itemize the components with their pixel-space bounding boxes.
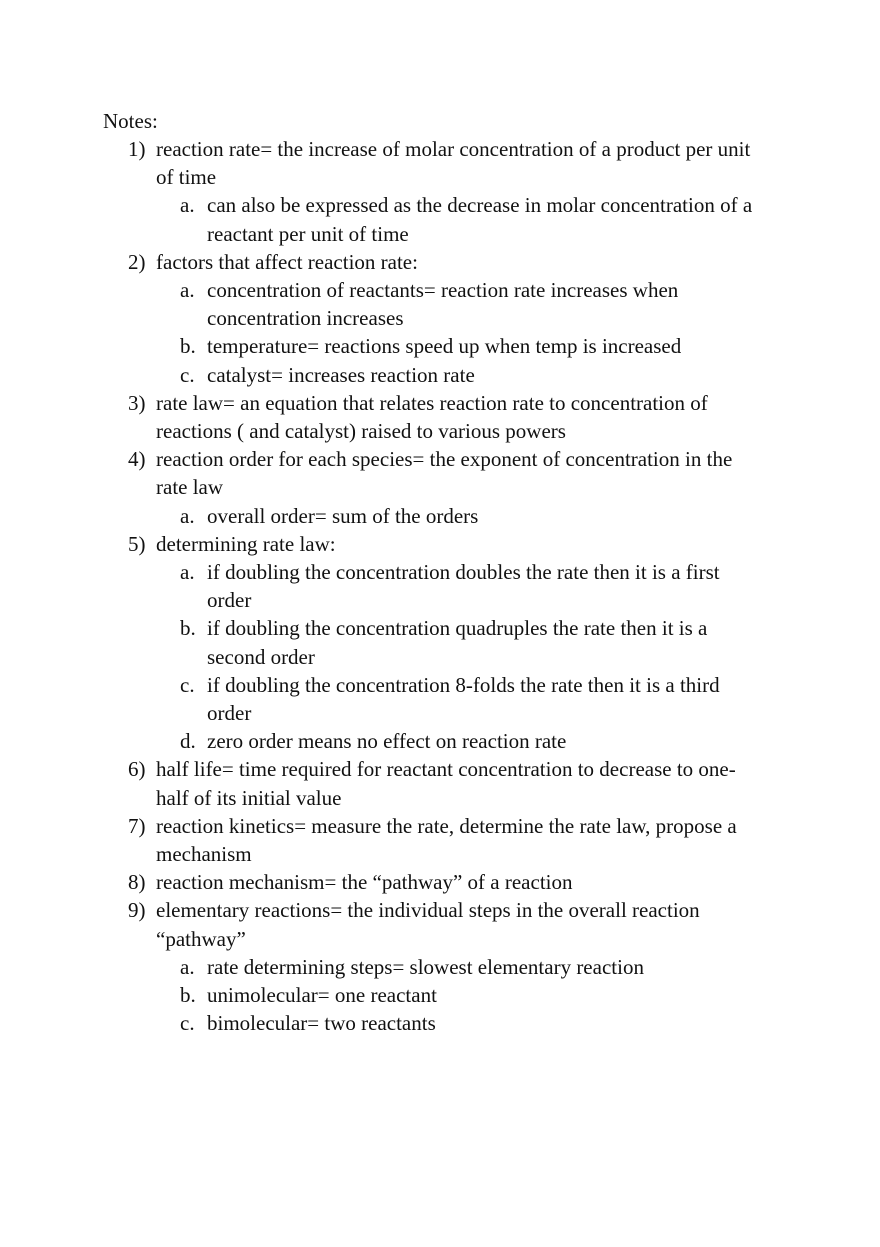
note-number: 3) [128, 390, 146, 415]
sub-item [180, 671, 758, 727]
note-item-8 [128, 868, 758, 896]
sub-text: can also be expressed as the decrease in molar concentration of a reactant per unit of time [207, 193, 753, 246]
note-number: 1) [128, 137, 146, 161]
note-text: reaction mechanism= the “pathway” of a reaction [156, 870, 573, 895]
sub-text: overall order= sum of the orders [207, 503, 479, 528]
note-text: factors that affect reaction rate: [156, 249, 418, 274]
note-item-7 [128, 812, 758, 868]
note-text: reaction order for each species= the exponent of concentration in the rate law [156, 447, 733, 500]
sub-item [180, 614, 758, 670]
sub-list [180, 191, 758, 247]
notes-heading: Notes: [103, 109, 158, 133]
sub-item [180, 332, 758, 360]
sub-text: catalyst= increases reaction rate [207, 362, 475, 387]
sub-item [180, 361, 758, 389]
note-text: determining rate law: [156, 531, 336, 556]
sub-letter: b. [180, 983, 196, 1008]
sub-letter: c. [180, 1011, 195, 1036]
sub-letter: d. [180, 729, 196, 754]
note-text: elementary reactions= the individual steps in the overall reaction “pathway” [156, 898, 700, 951]
sub-item [180, 558, 758, 614]
sub-list [180, 558, 758, 755]
sub-text: concentration of reactants= reaction rate increases when concentration increases [207, 278, 679, 331]
notes-list [128, 135, 758, 1038]
sub-list [180, 502, 758, 530]
note-item-9 [128, 896, 758, 1037]
sub-letter: a. [180, 278, 195, 303]
sub-text: if doubling the concentration 8-folds the rate then it is a third order [207, 672, 720, 726]
sub-item [180, 276, 758, 332]
sub-list [180, 953, 758, 1038]
sub-text: rate determining steps= slowest elementary reaction [207, 954, 644, 979]
note-number: 5) [128, 531, 146, 556]
sub-item [180, 191, 758, 247]
sub-letter: a. [180, 503, 195, 528]
sub-letter: a. [180, 954, 195, 979]
note-text: half life= time required for reactant concentration to decrease to one-half of its initial value [156, 757, 736, 810]
sub-item [180, 502, 758, 530]
note-number: 4) [128, 447, 146, 472]
sub-letter: a. [180, 560, 195, 585]
sub-text: unimolecular= one reactant [207, 983, 437, 1008]
sub-letter: b. [180, 616, 196, 641]
sub-letter: c. [180, 362, 195, 387]
sub-item [180, 981, 758, 1009]
sub-text: if doubling the concentration doubles the rate then it is a first order [207, 560, 720, 613]
note-number: 7) [128, 813, 146, 838]
sub-letter: a. [180, 193, 195, 218]
sub-item [180, 1009, 758, 1037]
note-number: 6) [128, 757, 146, 782]
note-item-3 [128, 389, 758, 445]
sub-list [180, 276, 758, 389]
note-number: 8) [128, 870, 146, 895]
note-text: rate law= an equation that relates reaction rate to concentration of reactions ( and catalyst) raised to various powers [156, 390, 708, 444]
sub-item [180, 727, 758, 755]
note-item-4 [128, 445, 758, 530]
sub-text: zero order means no effect on reaction rate [207, 729, 567, 754]
note-item-2 [128, 248, 758, 389]
note-item-6 [128, 755, 758, 811]
sub-letter: c. [180, 672, 195, 697]
note-text: reaction kinetics= measure the rate, determine the rate law, propose a mechanism [156, 813, 737, 867]
sub-text: temperature= reactions speed up when temp is increased [207, 334, 682, 359]
note-number: 2) [128, 249, 146, 274]
note-text: reaction rate= the increase of molar concentration of a product per unit of time [156, 137, 751, 190]
note-item-1 [128, 135, 758, 248]
note-item-5 [128, 530, 758, 756]
sub-item [180, 953, 758, 981]
sub-text: if doubling the concentration quadruples the rate then it is a second order [207, 616, 708, 669]
sub-text: bimolecular= two reactants [207, 1011, 436, 1036]
sub-letter: b. [180, 334, 196, 359]
note-number: 9) [128, 898, 146, 923]
